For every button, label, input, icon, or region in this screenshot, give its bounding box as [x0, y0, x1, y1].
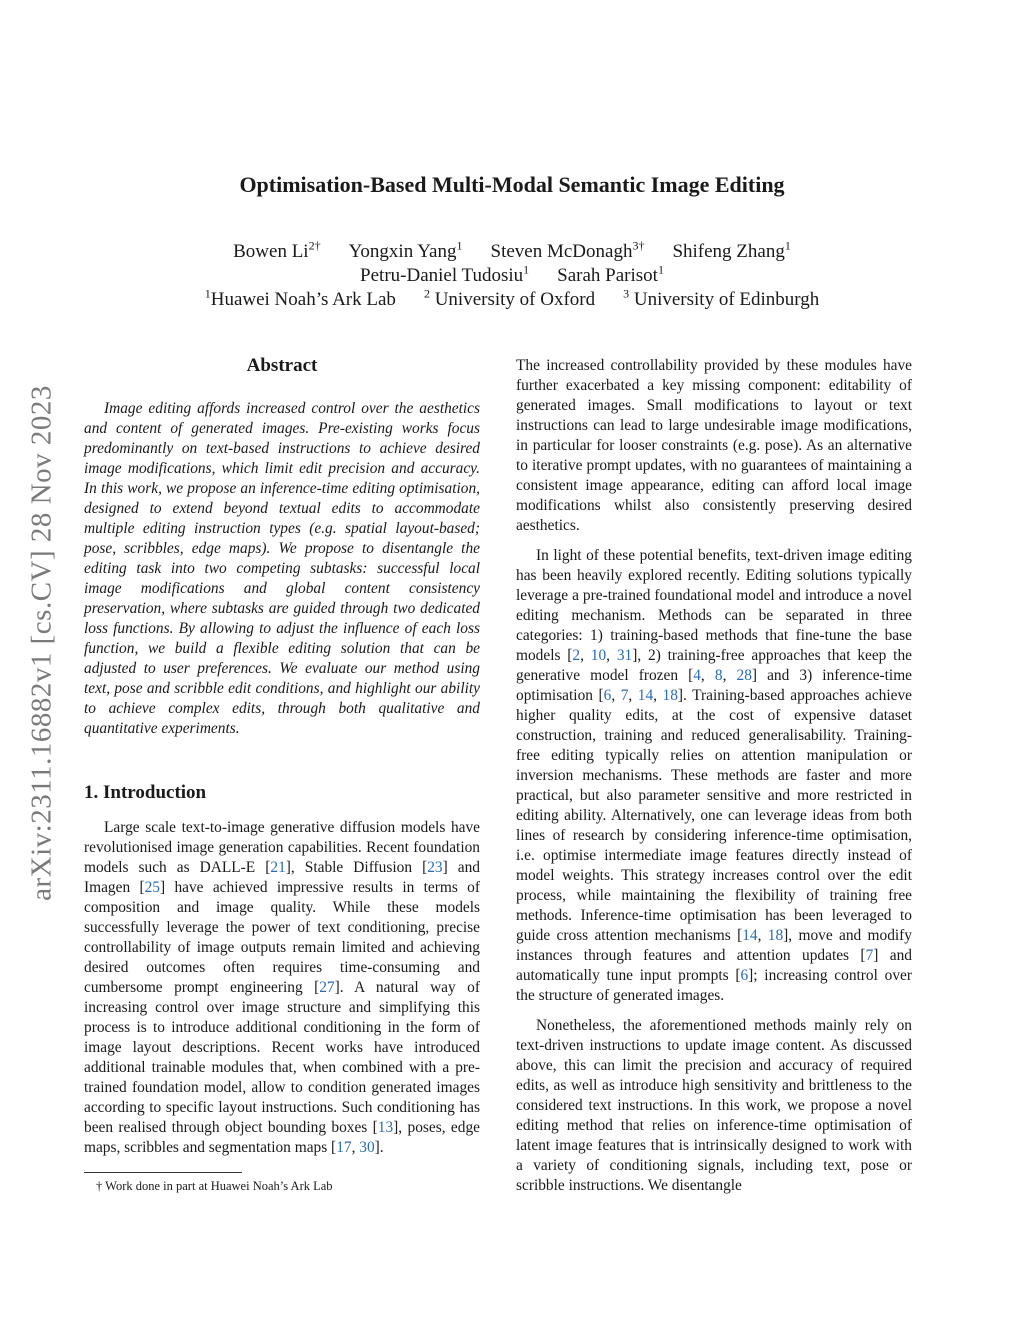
citation-link[interactable]: 18	[767, 927, 784, 944]
abstract-heading: Abstract	[246, 355, 318, 376]
author-list-second-row	[0, 264, 1024, 288]
author-affiliation-mark: 2†	[308, 238, 321, 253]
affiliation-mark: 1	[204, 286, 211, 301]
author-name: Petru-Daniel Tudosiu	[360, 265, 524, 286]
citation-link[interactable]: 7	[865, 947, 874, 964]
paper-title: Optimisation-Based Multi-Modal Semantic Image Editing	[239, 172, 785, 197]
body-paragraph: In light of these potential benefits, text-driven image editing has been heavily explored recently. Editing solutions typically leverage a pre-trained foundational model and introduce a novel editing mechanism. Methods can be separated in three categories: 1) training-based methods that fine-tune the base models [2, 10, 31], 2) training-free approaches that keep the generative model frozen [4, 8, 28] and 3) inference-time optimisation [6, 7, 14, 18]. Training-based approaches achieve higher quality edits, at the cost of expensive dataset construction, training and reduced generalisability. Training-free editing typically relies on attention manipulation or inversion mechanisms. These methods are faster and more practical, but also parameter sensitive and more restricted in editing ability. Alternatively, one can leverage ideas from both lines of research by considering inference-time optimisation, i.e. optimise intermediate image features directly instead of model weights. This strategy increases control over the edit process, while maintaining the flexibility of training free methods. Inference-time optimisation has been leveraged to guide cross attention mechanisms [14, 18], move and modify instances through features and attention updates [7] and automatically tune input prompts [6]; increasing control over the structure of generated images.	[516, 547, 913, 1004]
author-name: Yongxin Yang	[348, 241, 457, 262]
author-affiliation-mark: 3†	[632, 238, 645, 253]
footnote-rule	[84, 1172, 242, 1173]
citation-link[interactable]: 10	[590, 647, 607, 664]
citation-link[interactable]: 27	[319, 979, 335, 996]
citation-link[interactable]: 8	[714, 667, 723, 684]
citation-link[interactable]: 18	[662, 687, 678, 704]
citation-link[interactable]: 28	[736, 667, 752, 684]
author-affiliation-mark: 1	[657, 262, 664, 277]
arxiv-stamp	[18, 348, 66, 938]
body-paragraph: The increased controllability provided by these modules have further exacerbated a key missing component: editability of generated images. Small modifications to layout or text instructions can lead to large undesirable image modifications, in particular for looser constraints (e.g. pose). As an alternative to iterative prompt updates, with no guarantees of maintaining a consistent image appearance, editing can afford local image modifications whilst also consistently preserving desired aesthetics.	[516, 357, 912, 534]
affiliation-name: Huawei Noah’s Ark Lab	[210, 289, 396, 310]
citation-link[interactable]: 6	[740, 967, 749, 984]
body-paragraph: Nonetheless, the aforementioned methods mainly rely on text-driven instructions to update image content. As discussed above, this can limit the precision and accuracy of required edits, as well as introduce high sensitivity and brittleness to the considered text instructions. In this work, we propose a novel editing method that relies on inference-time optimisation of latent image features that is intrinsically designed to work with a variety of conditioning signals, including text, pose or scribble instructions. We disentangle	[516, 1017, 912, 1194]
citation-link[interactable]: 30	[359, 1139, 375, 1156]
affiliation-mark: 3	[623, 286, 630, 301]
author-name: Sarah Parisot	[557, 265, 658, 286]
citation-link[interactable]: 14	[637, 687, 654, 704]
section-heading-introduction: 1. Introduction	[84, 782, 207, 803]
citation-link[interactable]: 4	[693, 667, 701, 684]
affiliation-name: University of Oxford	[434, 289, 596, 310]
affiliation-list	[0, 288, 1024, 312]
citation-link[interactable]: 14	[742, 927, 758, 944]
author-list	[0, 240, 1024, 264]
author-name: Bowen Li	[233, 241, 309, 262]
citation-link[interactable]: 7	[620, 687, 629, 704]
citation-link[interactable]: 2	[572, 647, 581, 664]
arxiv-identifier: arXiv:2311.16882v1 [cs.CV] 28 Nov 2023	[25, 385, 58, 901]
author-affiliation-mark: 1	[456, 238, 463, 253]
author-name: Steven McDonagh	[490, 241, 633, 262]
citation-link[interactable]: 6	[603, 687, 612, 704]
author-affiliation-mark: 1	[523, 262, 530, 277]
affiliation-name: University of Edinburgh	[633, 289, 820, 310]
intro-paragraph: Large scale text-to-image generative diffusion models have revolutionised image generation capabilities. Recent foundation models such as DALL-E [21], Stable Diffusion [23] and Imagen [25] have achieved impressive results in terms of composition and image quality. While these models successfully leverage the power of text conditioning, precise controllability of image outputs remain limited and achieving desired outcomes often requires time-consuming and cumbersome prompt engineering [27]. A natural way of increasing control over image structure and simplifying this process is to introduce additional conditioning in the form of image layout descriptions. Recent works have introduced additional trainable modules that, when combined with a pre-trained foundation model, allow to condition generated images according to specific layout instructions. Such conditioning has been realised through object bounding boxes [13], poses, edge maps, scribbles and segmentation maps [17, 30].	[84, 819, 480, 1156]
citation-link[interactable]: 13	[377, 1119, 394, 1136]
footnote: † Work done in part at Huawei Noah’s Ark Lab	[96, 1179, 333, 1193]
author-affiliation-mark: 1	[784, 238, 791, 253]
abstract-text: Image editing affords increased control over the aesthetics and content of generated images. Pre-existing works focus predominantly on text-based instructions to achieve desired image modifications, which limit edit precision and accuracy. In this work, we propose an inference-time editing optimisation, designed to extend beyond textual edits to accommodate multiple editing instruction types (e.g. spatial layout-based; pose, scribbles, edge maps). We propose to disentangle the editing task into two competing subtasks: successful local image modifications and global content consistency preservation, where subtasks are guided through two dedicated loss functions. By allowing to adjust the influence of each loss function, we build a flexible editing solution that can be adjusted to user preferences. We evaluate our method using text, pose and scribble edit conditions, and highlight our ability to achieve complex edits, through both qualitative and quantitative experiments.	[84, 400, 480, 737]
citation-link[interactable]: 31	[616, 647, 633, 664]
right-column	[516, 356, 912, 1206]
citation-link[interactable]: 17	[336, 1139, 352, 1156]
citation-link[interactable]: 23	[427, 859, 443, 876]
affiliation-mark: 2	[423, 286, 430, 301]
citation-link[interactable]: 25	[144, 879, 160, 896]
author-name: Shifeng Zhang	[672, 241, 785, 262]
citation-link[interactable]: 21	[270, 859, 286, 876]
